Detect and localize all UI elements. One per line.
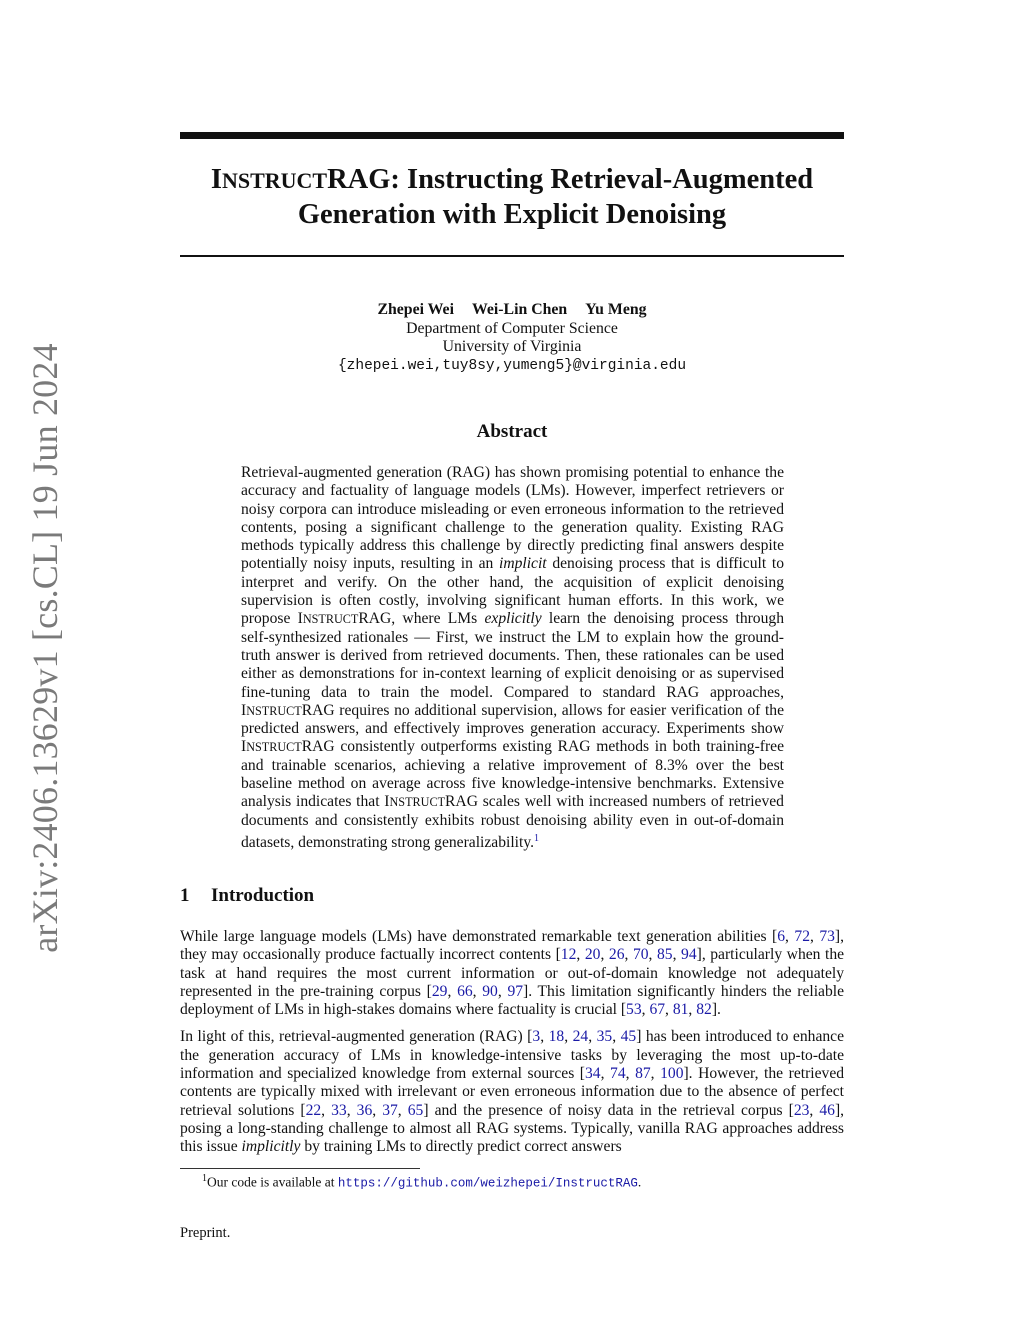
- citation-link[interactable]: 46: [819, 1101, 835, 1119]
- citation-link[interactable]: 45: [620, 1028, 637, 1046]
- code-repository-link[interactable]: https://github.com/weizhepei/InstructRAG: [337, 1176, 638, 1191]
- citation-link[interactable]: 65: [407, 1101, 424, 1119]
- citation-link[interactable]: 97: [507, 982, 524, 1000]
- citation-link[interactable]: 66: [457, 982, 473, 1000]
- citation-link[interactable]: 53: [626, 1001, 642, 1019]
- citation-link[interactable]: 82: [696, 1001, 712, 1019]
- intro-paragraph-2: In light of this, retrieval-augmented generation (RAG) [3, 18, 24, 35, 45] has been introduced to enhance the generation accuracy of LMs in knowledge-intensive tasks by leveraging the most up-to-date information and specialized knowledge from external sources [34, 74, 87, 100]. However, the retrieved contents are typically mixed with irrelevant or even erroneous information due to the absence of perfect retrieval solutions [22, 33, 36, 37, 65] and the presence of noisy data in the retrieval corpus [23, 46], posing a long-standing challenge to almost all RAG systems. Typically, vanilla RAG approaches address this issue implicitly by training LMs to directly predict correct answers: [180, 1028, 845, 1156]
- citation-link[interactable]: 3: [532, 1028, 541, 1046]
- citation-link[interactable]: 6: [777, 928, 786, 945]
- citation-link[interactable]: 36: [356, 1101, 373, 1119]
- footnote-rule: [180, 1168, 420, 1169]
- citation-link[interactable]: 67: [649, 1001, 666, 1019]
- citation-link[interactable]: 87: [635, 1065, 651, 1083]
- citation-link[interactable]: 26: [608, 946, 625, 964]
- title-top-rule: [180, 132, 844, 139]
- author-email: {zhepei.wei,tuy8sy,yumeng5}@virginia.edu: [337, 357, 687, 374]
- citation-link[interactable]: 33: [331, 1101, 347, 1119]
- arxiv-identifier-stamp: arXiv:2406.13629v1 [cs.CL] 19 Jun 2024: [25, 343, 65, 953]
- author-name: Wei-Lin Chen: [471, 301, 568, 318]
- citation-link[interactable]: 24: [572, 1028, 589, 1046]
- author-department: Department of Computer Science: [406, 319, 618, 337]
- citation-link[interactable]: 94: [681, 946, 697, 964]
- citation-link[interactable]: 20: [584, 946, 601, 964]
- author-block: [180, 301, 844, 375]
- section-heading-introduction: 1 Introduction: [180, 885, 315, 906]
- citation-link[interactable]: 81: [672, 1001, 689, 1019]
- citation-link[interactable]: 23: [793, 1101, 810, 1119]
- citation-link[interactable]: 90: [482, 982, 498, 1000]
- footnote-link[interactable]: 1: [534, 832, 540, 844]
- citation-link[interactable]: 22: [305, 1101, 322, 1119]
- introduction-body: [180, 928, 844, 1166]
- paper-title: INSTRUCTRAG: Instructing Retrieval-Augmented Generation with Explicit Denoising: [210, 164, 814, 230]
- preprint-footer: Preprint.: [180, 1225, 231, 1241]
- abstract-body: Retrieval-augmented generation (RAG) has shown promising potential to enhance the accuracy and factuality of language models (LMs). However, imperfect retrievers or noisy corpora can introduce misleading or even erroneous information to the retrieved contents, posing a significant challenge to the generation quality. Existing RAG methods typically address this challenge by directly predicting final answers despite potentially noisy inputs, resulting in an implicit denoising process that is difficult to interpret and verify. On the other hand, the acquisition of explicit denoising supervision is often costly, involving significant human efforts. In this work, we propose INSTRUCTRAG, where LMs explicitly learn the denoising process through self-synthesized rationales — First, we instruct the LM to explain how the ground-truth answer is derived from retrieved documents. Then, these rationales can be used either as demonstrations for in-context learning of explicit denoising or as supervised fine-tuning data to train the model. Compared to standard RAG approaches, INSTRUCTRAG requires no additional supervision, allows for easier verification of the predicted answers, and effectively improves generation accuracy. Experiments show INSTRUCTRAG consistently outperforms existing RAG methods in both training-free and trainable scenarios, achieving a relative improvement of 8.3% over the best baseline method on average across five knowledge-intensive benchmarks. Extensive analysis indicates that INSTRUCTRAG scales well with increased numbers of retrieved documents and consistently exhibits robust denoising ability even in out-of-domain datasets, demonstrating strong generalizability.$^1$: [241, 464, 784, 852]
- citation-link[interactable]: 29: [431, 982, 448, 1000]
- citation-link[interactable]: 12: [560, 946, 577, 964]
- author-name: Zhepei Wei: [377, 301, 454, 318]
- title-bottom-rule: [180, 255, 844, 257]
- citation-link[interactable]: 74: [610, 1065, 626, 1083]
- citation-link[interactable]: 73: [819, 928, 835, 945]
- citation-link[interactable]: 34: [585, 1065, 601, 1083]
- citation-link[interactable]: 37: [382, 1101, 398, 1119]
- author-name: Yu Meng: [585, 301, 647, 318]
- citation-link[interactable]: 85: [656, 946, 673, 964]
- citation-link[interactable]: 35: [596, 1028, 613, 1046]
- citation-link[interactable]: 18: [548, 1028, 565, 1046]
- citation-link[interactable]: 100: [660, 1065, 684, 1083]
- citation-link[interactable]: 72: [794, 928, 810, 945]
- abstract-heading: Abstract: [476, 421, 548, 442]
- author-university: University of Virginia: [442, 338, 582, 355]
- intro-paragraph-1: While large language models (LMs) have demonstrated remarkable text generation abilities [6, 72, 73], they may occasionally produce factually incorrect contents [12, 20, 26, 70, 85, 94], particularly when the task at hand requires the most current information or out-of-domain knowledge not adequately represented in the pre-training corpus [29, 66, 90, 97]. This limitation significantly hinders the reliable deployment of LMs in high-stakes domains where factuality is crucial [53, 67, 81, 82].: [180, 928, 845, 1019]
- citation-link[interactable]: 70: [632, 946, 649, 964]
- footnote: $^1$Our code is available at https://github.com/weizhepei/InstructRAG.: [202, 1173, 642, 1191]
